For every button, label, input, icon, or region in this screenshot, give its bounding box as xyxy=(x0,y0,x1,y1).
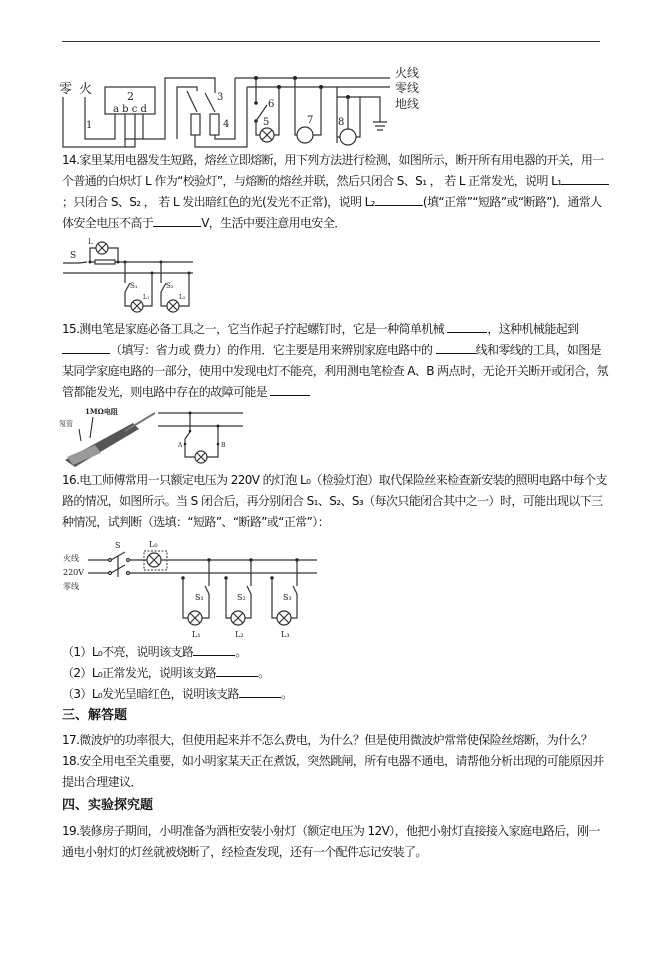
document-page xyxy=(0,41,661,977)
label-5: 5 xyxy=(263,117,270,128)
question-16-part-2 xyxy=(62,663,610,684)
question-text: ；只闭合 S、S₂ ， 若 L 发出暗红色的光(发光不正常)，说明 L₂ xyxy=(62,195,375,209)
label-s2: S₂ xyxy=(237,593,246,602)
socket-8 xyxy=(340,129,356,145)
answer-blank xyxy=(447,320,487,333)
label-ground: 地线 xyxy=(395,97,420,111)
label-live: 火线 xyxy=(63,554,79,563)
branch-3 xyxy=(272,560,297,639)
question-text: 14.家里某用电器发生短路，熔丝立即熔断，用下列方法进行检测，如图所示，断开所有用电器的开关，用一个普通的白炽灯 L 作为“校验灯”，与熔断的熔丝并联，然后只闭合 S、S₁ ， 若 L 正常发光，说明 L₁ xyxy=(62,153,604,188)
question-text: 18.安全用电至关重要，如小明家某天正在煮饭，突然跳闸，所有电器不通电，请帮他分析出现的可能原因并提出合理建议． xyxy=(62,754,604,789)
ground-symbol xyxy=(337,87,387,143)
label-2: 2 xyxy=(127,90,134,103)
label-4: 4 xyxy=(223,119,230,130)
question-17 xyxy=(62,730,610,751)
label-s: S xyxy=(115,541,121,550)
question-14 xyxy=(62,150,610,234)
question-text: ，这种机械能起到 xyxy=(487,322,579,336)
label-s: S xyxy=(70,251,77,261)
label-1: 1 xyxy=(86,120,93,131)
label-l2: L₂ xyxy=(179,294,186,301)
answer-blank xyxy=(561,172,609,185)
question-text: （2）L₀正常发光，说明该支路 xyxy=(62,666,217,680)
question-text: 15.测电笔是家庭必备工具之一，它当作起子拧起螺钉时，它是一种简单机械 xyxy=(62,322,448,336)
label-neutral: 零线 xyxy=(395,81,420,95)
label-s2: S₂ xyxy=(166,282,174,290)
label-l1: L₁ xyxy=(143,294,150,301)
label-voltage: 220V xyxy=(63,568,85,577)
question-text: 19.装修房子期间，小明准备为酒柜安装小射灯（额定电压为 12V），他把小射灯直接接入家庭电路后，刚一通电小射灯的灯丝就被烧断了，经检查发现，还有一个配件忘记安装了。 xyxy=(62,824,600,859)
label-6: 6 xyxy=(268,99,275,110)
section-heading-3: 三、解答题 xyxy=(62,708,128,723)
label-terminals: a b c d xyxy=(113,104,147,115)
question-text: 。 xyxy=(258,666,270,680)
test-pen-diagram xyxy=(55,405,285,470)
main-switch-s xyxy=(88,552,125,577)
lighting-circuit-diagram xyxy=(55,537,335,642)
question-16-part-3 xyxy=(62,684,610,705)
answer-blank xyxy=(239,685,281,698)
question-text: 。 xyxy=(235,645,247,659)
question-16-part-1 xyxy=(62,642,610,663)
fuse-1 xyxy=(191,114,200,135)
socket-7 xyxy=(297,127,313,143)
question-text: （3）L₀发光呈暗红色，说明该支路 xyxy=(62,687,239,701)
answer-blank xyxy=(62,341,110,354)
question-text: （1）L₀不亮，说明该支路 xyxy=(62,645,194,659)
question-text: 17.微波炉的功率很大，但使用起来并不怎么费电，为什么？但是使用微波炉常常使保险丝熔断，为什么？ xyxy=(62,733,593,747)
label-l1: L₁ xyxy=(192,630,201,639)
question-19 xyxy=(62,821,610,863)
question-text: V，生活中要注意用电安全． xyxy=(201,216,346,230)
question-text: 。 xyxy=(280,687,293,701)
label-neutral: 零线 xyxy=(63,582,79,591)
fuse-2 xyxy=(210,114,219,135)
question-text: （填写：省力或 费力）的作用．它主要是用来辨别家庭电路中的 xyxy=(110,343,436,357)
question-16 xyxy=(62,470,610,533)
label-8: 8 xyxy=(338,117,345,128)
label-l3: L₃ xyxy=(281,630,290,639)
label-s1: S₁ xyxy=(195,593,204,602)
label-3: 3 xyxy=(217,92,224,103)
answer-blank xyxy=(193,643,235,656)
branch-2 xyxy=(226,560,251,639)
answer-blank xyxy=(375,193,423,206)
label-7: 7 xyxy=(307,115,314,126)
label-live: 火线 xyxy=(395,66,420,80)
label-s1: S₁ xyxy=(130,282,138,290)
household-wiring-diagram xyxy=(55,55,435,150)
label-fire: 火 xyxy=(79,82,93,97)
label-a: A xyxy=(178,442,183,449)
label-resistor: 1MΩ电阻 xyxy=(85,407,118,416)
question-text: (填“正常”“短路”或“断路”)．通常人体安全电压不高于 xyxy=(62,195,602,230)
fuse xyxy=(95,260,115,264)
check-lamp-diagram xyxy=(55,240,215,315)
label-zero: 零 xyxy=(59,82,73,97)
answer-blank xyxy=(270,383,310,396)
label-l2: L₂ xyxy=(235,630,244,639)
question-text: 线和零线的工具，如图是某同学家庭电路的一部分，使用中发现电灯不能亮，利用测电笔检查 A、B 两点时，无论开关断开或闭合，氖管都能发光，则电路中存在的故障可能是 xyxy=(62,343,609,399)
question-text: 16.电工师傅常用一只额定电压为 220V 的灯泡 L₀（检验灯泡）取代保险丝来检查新安装的照明电路中每个支路的情况，如图所示。当 S 闭合后，再分别闭合 S₁、S₂、S₃（每次只能闭合其中之一）时，可能出现以下三种情况，试判断（选填：“短路”、“断路”或“正常”）： xyxy=(62,473,607,529)
header-rule xyxy=(62,41,600,42)
branch-1 xyxy=(183,560,209,639)
answer-blank xyxy=(436,341,476,354)
answer-blank xyxy=(153,214,201,227)
section-heading-4: 四、实验探究题 xyxy=(62,798,154,813)
label-l0: L₀ xyxy=(149,540,158,549)
label-b: B xyxy=(221,442,226,449)
label-s3: S₃ xyxy=(283,593,292,602)
question-15 xyxy=(62,319,610,403)
label-l: L xyxy=(88,238,93,246)
label-neon: 氖管 xyxy=(59,420,73,428)
main-switch xyxy=(63,262,87,273)
answer-blank xyxy=(216,664,258,677)
question-18 xyxy=(62,751,610,793)
